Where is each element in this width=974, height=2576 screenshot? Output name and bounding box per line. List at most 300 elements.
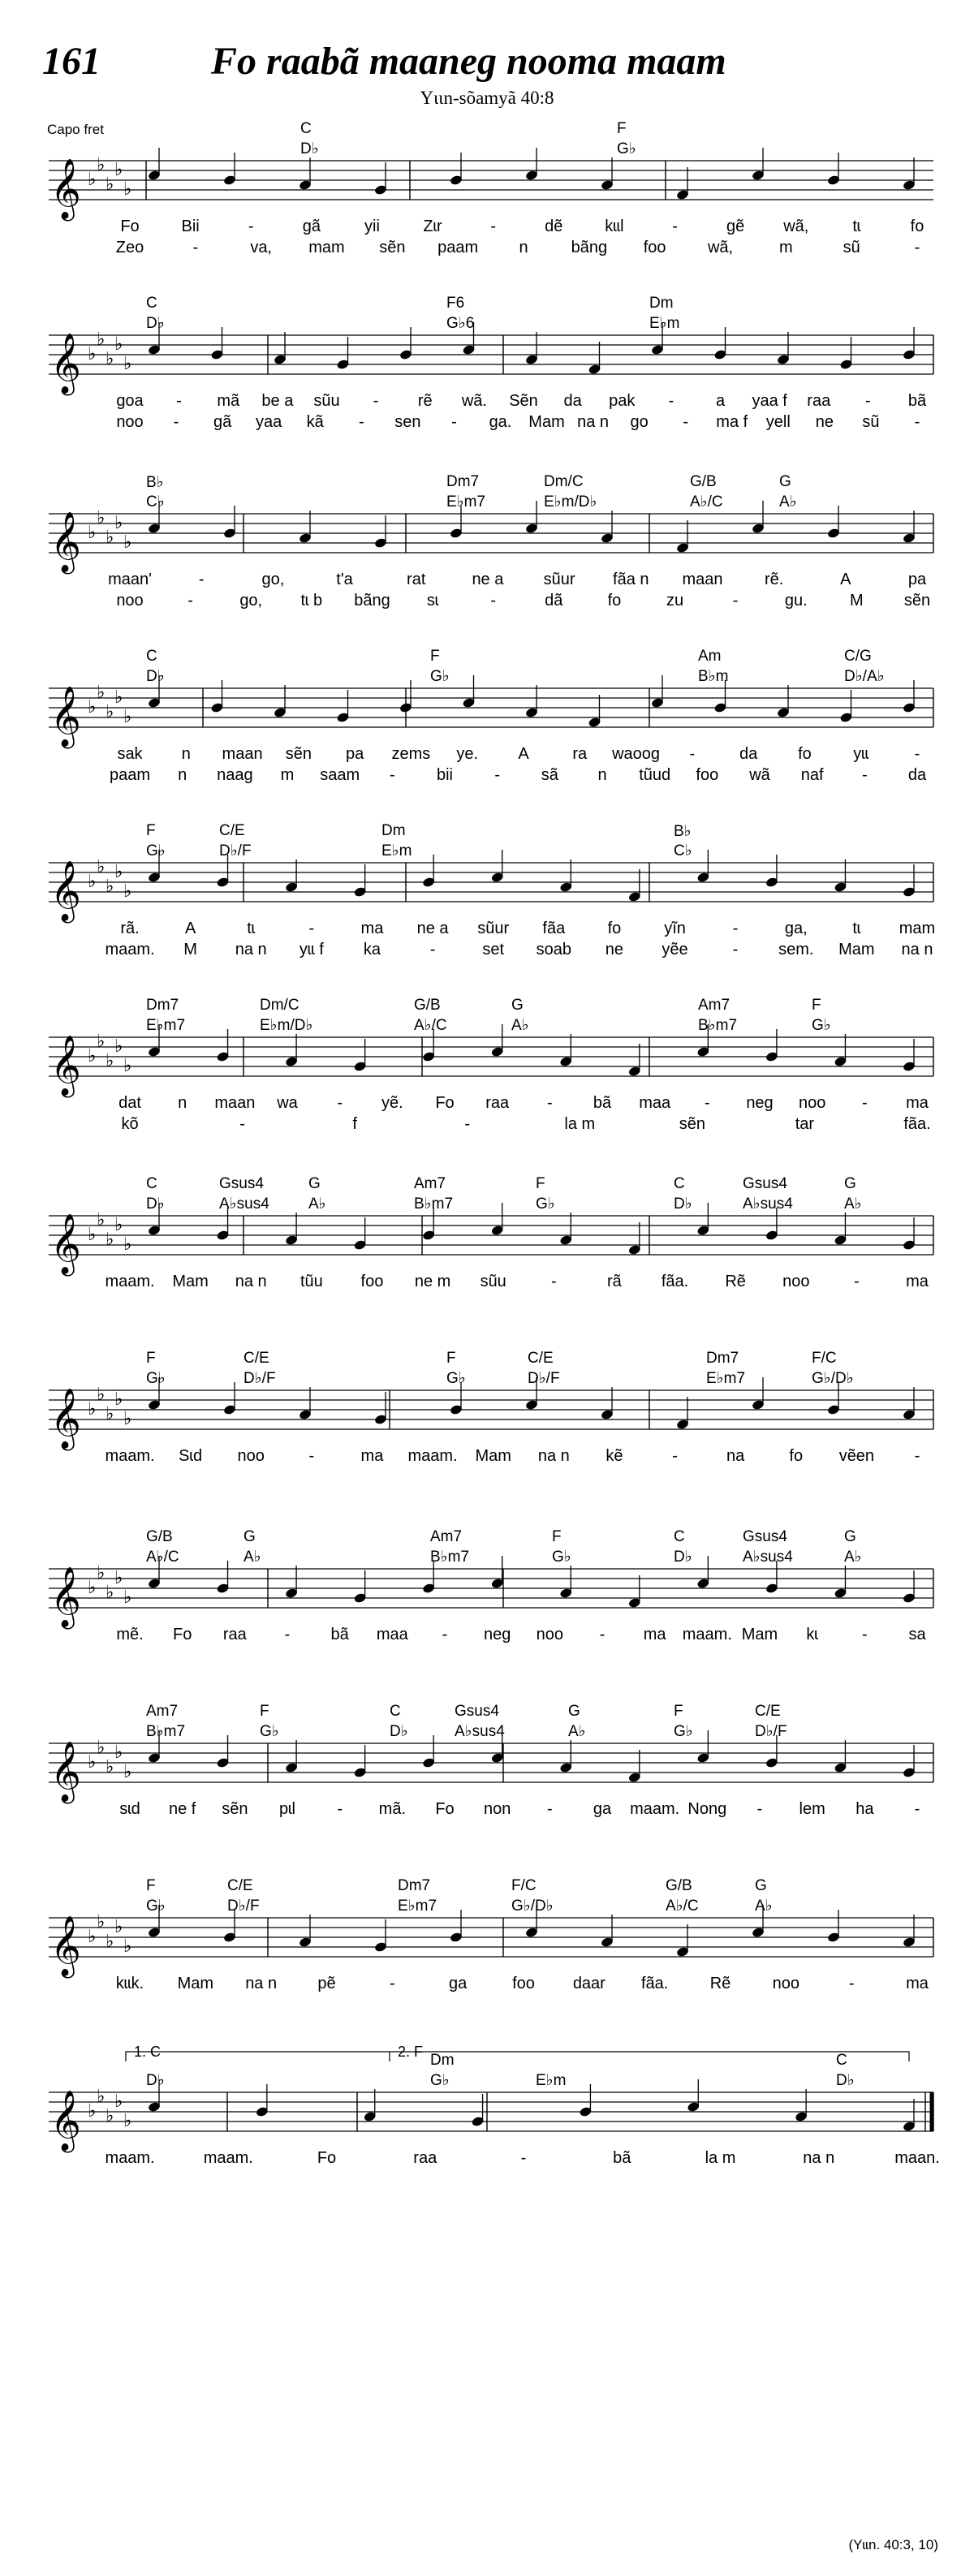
lyric-syllable: sɩd [119,1800,140,1818]
lyric-syllable: sũ [862,413,880,431]
lyric-syllable: n [178,1094,187,1112]
flat-icon: ♭ [88,1927,97,1947]
chord-symbol: G♭ [617,140,636,157]
chord-symbol: G [779,473,791,490]
chord-symbol: D♭ [674,1549,692,1566]
chord-symbol: C [300,120,312,137]
lyric-syllable: va, [250,239,272,256]
treble-clef-icon: 𝄞 [50,861,81,921]
lyric-syllable: n [178,766,187,784]
chord-symbol: Am7 [698,997,730,1014]
lyric-syllable: tɩ [852,218,861,235]
chord-symbol: G♭ [430,668,450,685]
lyric-syllable: raa [485,1094,510,1112]
treble-clef-icon: 𝄞 [50,1742,81,1802]
chord-symbol: C/E [244,1350,269,1367]
chord-symbol: F/C [511,1877,537,1894]
staff [0,990,974,1152]
flat-icon: ♭ [88,170,97,190]
flat-icon: ♭ [123,354,132,374]
lyric-syllable: fo [798,745,812,763]
lyric-syllable: tɩ [247,920,256,937]
lyric-syllable: - [239,1115,245,1133]
lyric-syllable: - [689,745,696,763]
lyric-syllable: na n [901,941,933,958]
lyric-syllable: pa [907,571,927,588]
chord-symbol: G [844,1175,856,1192]
chord-symbol: E♭m [381,842,412,859]
chord-symbol: G♭ [146,842,166,859]
lyric-syllable: Fo [172,1626,192,1643]
lyric-syllable: - [668,392,674,410]
lyric-syllable: kẽ [606,1447,623,1465]
lyric-syllable: foo [643,239,666,256]
lyric-syllable: Fo [435,1094,455,1112]
lyric-syllable: daar [572,1975,606,1992]
lyric-syllable: noo [116,592,144,610]
lyric-syllable: ne [605,941,624,958]
lyric-syllable: dã [545,592,563,610]
lyric-syllable: naag [217,766,253,784]
lyric-syllable: - [176,392,182,410]
flat-icon: ♭ [88,523,97,543]
lyric-syllable: raa [222,1626,247,1643]
staff [0,1871,974,2033]
lyric-syllable: - [672,218,678,235]
lyric-syllable: maam. [105,1447,155,1465]
flat-icon: ♭ [97,1385,106,1405]
chord-symbol: A♭ [779,493,797,510]
chord-symbol: A♭sus4 [743,1549,793,1566]
flat-icon: ♭ [97,1912,106,1932]
chord-symbol: A♭ [511,1017,529,1034]
lyric-syllable: fãa n [613,571,649,588]
lyric-syllable: - [389,1975,395,1992]
chord-symbol: E♭m7 [706,1370,746,1387]
chord-symbol: F [146,822,156,839]
lyric-syllable: maam. [105,1273,155,1290]
chord-symbol: G♭/D♭ [812,1370,854,1387]
lyric-syllable: A [518,745,529,763]
lyric-syllable: waoog [612,745,661,763]
lyric-syllable: na n [245,1975,278,1992]
lyric-syllable: ma [906,1975,929,1992]
treble-clef-icon: 𝄞 [50,1214,81,1274]
lyric-syllable: - [520,2149,527,2167]
lyric-syllable: go, [239,592,263,610]
chord-symbol: A♭ [844,1195,862,1213]
lyric-syllable: ne m [414,1273,451,1290]
flat-icon: ♭ [123,1409,132,1429]
lyric-syllable: bã [907,392,927,410]
lyric-syllable: - [429,941,436,958]
lyric-syllable: fãa. [661,1273,689,1290]
lyric-syllable: - [337,1094,343,1112]
scripture-reference: Yɩɩn-sõamyã 40:8 [420,88,554,108]
lyric-syllable: ne [815,413,834,431]
flat-icon: ♭ [88,872,97,892]
lyric-syllable: - [599,1626,606,1643]
chord-symbol: Am7 [146,1703,179,1720]
lyric-syllable: yaa [256,413,282,431]
lyric-syllable: - [732,920,739,937]
chord-symbol: A♭sus4 [455,1723,505,1740]
lyric-syllable: sem. [778,941,814,958]
lyric-syllable: fãa. [903,1115,931,1133]
lyric-syllable: na [726,1447,745,1465]
lyric-syllable: kɩ [806,1626,818,1643]
chord-symbol: D♭ [146,2072,165,2089]
flat-icon: ♭ [123,881,132,902]
lyric-syllable: - [490,592,497,610]
lyric-syllable: - [914,413,920,431]
lyric-syllable: tɩ [852,920,861,937]
flat-icon: ♭ [114,334,123,355]
flat-icon: ♭ [97,1210,106,1230]
chord-symbol: D♭ [146,1195,165,1213]
flat-icon: ♭ [88,1752,97,1773]
lyric-syllable: neg [483,1626,511,1643]
chord-symbol: G [244,1528,256,1545]
chord-symbol: G [511,997,524,1014]
lyric-syllable: - [914,745,920,763]
lyric-syllable: ha [855,1800,874,1818]
lyric-syllable: Mam [177,1975,214,1992]
lyric-syllable: ga [449,1975,468,1992]
lyric-syllable: Nong [687,1800,727,1818]
chord-symbol: F [617,120,627,137]
flat-icon: ♭ [97,508,106,528]
chord-symbol: A♭/C [414,1017,447,1034]
lyric-syllable: fãa [542,920,566,937]
lyric-syllable: tũud [639,766,671,784]
chord-symbol: F [146,1877,156,1894]
treble-clef-icon: 𝄞 [50,334,81,394]
chord-symbol: A♭/C [666,1898,699,1915]
music-system [0,990,974,1152]
flat-icon: ♭ [106,1404,114,1424]
lyric-syllable: mã. [378,1800,406,1818]
lyric-syllable: noo [536,1626,564,1643]
chord-symbol: Dm/C [544,473,584,490]
chord-symbol: C [674,1175,685,1192]
lyric-syllable: bã [613,2149,631,2167]
lyric-syllable: la m [564,1115,596,1133]
chord-symbol: A♭/C [146,1549,179,1566]
chord-symbol: Am7 [414,1175,446,1192]
lyric-syllable: Fo [317,2149,337,2167]
flat-icon: ♭ [123,532,132,553]
chord-symbol: D♭ [146,668,165,685]
flat-icon: ♭ [88,1225,97,1245]
lyric-syllable: ne a [416,920,449,937]
lyric-syllable: fo [607,920,622,937]
lyric-syllable: sak [117,745,143,763]
flat-icon: ♭ [114,2091,123,2112]
lyric-syllable: fo [789,1447,804,1465]
lyric-syllable: yii [364,218,380,235]
chord-symbol: E♭m/D♭ [544,493,597,510]
lyric-syllable: ga, [784,920,808,937]
flat-icon: ♭ [123,707,132,727]
lyric-syllable: maam. [203,2149,253,2167]
lyric-syllable: bãng [354,592,390,610]
flat-icon: ♭ [97,155,106,175]
chord-symbol: B♭m7 [698,1017,738,1034]
flat-icon: ♭ [123,1056,132,1076]
flat-icon: ♭ [106,1230,114,1250]
lyric-syllable: m [280,766,295,784]
lyric-syllable: rã. [120,920,140,937]
staff [0,1343,974,1506]
lyric-syllable: maan [222,745,263,763]
chord-symbol: Am [698,648,722,665]
lyric-syllable: tũu [300,1273,323,1290]
flat-icon: ♭ [106,349,114,369]
lyric-syllable: Rẽ [709,1975,731,1992]
lyric-syllable: maam. [630,1800,680,1818]
lyric-syllable: Mam [475,1447,511,1465]
lyric-syllable: Zeo [115,239,144,256]
lyric-syllable: - [442,1626,448,1643]
chord-symbol: C/G [844,648,872,665]
lyric-syllable: - [861,1094,868,1112]
flat-icon: ♭ [106,1051,114,1071]
lyric-syllable: wã, [707,239,734,256]
flat-icon: ♭ [97,857,106,877]
music-system [0,288,974,450]
lyric-syllable: - [672,1447,678,1465]
lyric-syllable: tar [795,1115,815,1133]
lyric-syllable: na n [803,2149,835,2167]
lyric-syllable: ga. [489,413,512,431]
chord-symbol: G♭ [146,1898,166,1915]
chord-symbol: D♭/F [227,1898,260,1915]
lyric-syllable: be a [261,392,294,410]
lyric-syllable: maan [682,571,723,588]
chord-symbol: C [390,1703,401,1720]
lyric-syllable: goa [116,392,144,410]
treble-clef-icon: 𝄞 [50,2091,81,2151]
lyric-syllable: zems [391,745,431,763]
lyric-syllable: - [187,592,193,610]
flat-icon: ♭ [88,344,97,364]
chord-symbol: B♭ [674,823,692,840]
chord-symbol: G/B [146,1528,173,1545]
chord-symbol: B♭m7 [414,1195,454,1213]
chord-symbol: G♭ [552,1549,571,1566]
chord-symbol: A♭ [308,1195,326,1213]
treble-clef-icon: 𝄞 [50,687,81,747]
lyric-syllable: - [848,1975,855,1992]
lyric-syllable: sũur [477,920,510,937]
chord-symbol: G [755,1877,767,1894]
flat-icon: ♭ [114,862,123,882]
chord-symbol: A♭ [755,1898,773,1915]
chord-symbol: C/E [755,1703,781,1720]
lyric-syllable: fo [607,592,622,610]
chord-symbol: D♭/F [528,1370,560,1387]
flat-icon: ♭ [106,702,114,722]
treble-clef-icon: 𝄞 [50,1036,81,1096]
volta-1-label: 1. C [134,2044,162,2060]
lyric-syllable: gã [302,218,321,235]
lyric-syllable: foo [360,1273,384,1290]
flat-icon: ♭ [97,1032,106,1052]
lyric-syllable: - [914,239,920,256]
chord-symbol: F [430,648,440,665]
volta-2-label: 2. F [398,2044,424,2060]
music-system [0,641,974,803]
footer-reference: (Yɩɩn. 40:3, 10) [848,2537,938,2552]
chord-symbol: D♭/A♭ [844,668,885,685]
lyric-syllable: mã [217,392,240,410]
lyric-syllable: Mam [528,413,565,431]
chord-symbol: D♭ [674,1195,692,1213]
lyric-syllable: Zɩr [423,218,442,235]
lyric-syllable: Sẽn [509,392,538,410]
lyric-syllable: fãa. [640,1975,669,1992]
treble-clef-icon: 𝄞 [50,512,81,572]
chord-symbol: Dm [430,2052,455,2069]
chord-symbol: F [536,1175,545,1192]
lyric-syllable: noo [237,1447,265,1465]
lyric-syllable: wã [749,766,770,784]
lyric-syllable: Rẽ [725,1273,746,1290]
flat-icon: ♭ [123,2111,132,2131]
lyric-syllable: - [550,1273,557,1290]
lyric-syllable: - [756,1800,763,1818]
lyric-syllable: - [914,1800,920,1818]
staff [0,114,974,276]
lyric-syllable: yell [765,413,791,431]
flat-icon: ♭ [106,2106,114,2126]
treble-clef-icon: 𝄞 [50,1916,81,1976]
lyric-syllable: - [861,1626,868,1643]
staff [0,1696,974,1859]
lyric-syllable: A [840,571,851,588]
lyric-syllable: sũur [543,571,575,588]
flat-icon: ♭ [106,1757,114,1777]
lyric-syllable: bã [593,1094,612,1112]
lyric-syllable: pɩl [278,1800,296,1818]
lyric-syllable: - [490,218,497,235]
chord-symbol: D♭ [836,2072,855,2089]
lyric-syllable: foo [512,1975,535,1992]
flat-icon: ♭ [97,330,106,350]
lyric-syllable: yĩn [664,920,686,937]
lyric-syllable: n [597,766,607,784]
lyric-syllable: sẽn [222,1800,248,1818]
lyric-syllable: - [546,1094,553,1112]
chord-symbol: E♭m [536,2072,567,2089]
lyric-syllable: noo [772,1975,800,1992]
lyric-syllable: rẽ [417,392,433,410]
chord-symbol: G♭ [536,1195,555,1213]
chord-symbol: D♭/F [219,842,252,859]
lyric-syllable: - [284,1626,291,1643]
lyric-syllable: sã [541,766,558,784]
chord-symbol: Dm [649,295,674,312]
lyric-syllable: a [715,392,726,410]
lyric-syllable: gẽ [726,218,745,235]
treble-clef-icon: 𝄞 [50,1389,81,1449]
lyric-syllable: mẽ. [116,1626,144,1643]
lyric-syllable: - [861,766,868,784]
lyric-syllable: noo [798,1094,826,1112]
treble-clef-icon: 𝄞 [50,159,81,219]
music-system [0,1522,974,1684]
lyric-syllable: fo [910,218,924,235]
lyric-syllable: noo [782,1273,810,1290]
flat-icon: ♭ [114,1742,123,1763]
lyric-syllable: da [907,766,927,784]
lyric-syllable: kã [306,413,324,431]
lyric-syllable: yɩɩ f [299,941,324,958]
chord-symbol: A♭sus4 [743,1195,793,1213]
lyric-syllable: soab [536,941,571,958]
lyric-syllable: foo [696,766,719,784]
flat-icon: ♭ [106,528,114,548]
lyric-syllable: - [704,1094,710,1112]
lyric-syllable: - [198,571,205,588]
lyric-syllable: n [519,239,528,256]
lyric-syllable: mam [899,920,936,937]
lyric-syllable: ga [593,1800,612,1818]
flat-icon: ♭ [123,1762,132,1782]
lyric-syllable: maa [639,1094,671,1112]
hymn-title: Fo raabã maaneg nooma maam [211,40,726,83]
staff [0,1169,974,1331]
lyric-syllable: sa [908,1626,926,1643]
chord-symbol: F [446,1350,456,1367]
lyric-syllable: ma [906,1094,929,1112]
chord-symbol: Dm7 [398,1877,431,1894]
chord-symbol: G♭ [812,1017,831,1034]
chord-symbol: G [308,1175,321,1192]
flat-icon: ♭ [114,160,123,180]
flat-icon: ♭ [88,697,97,717]
chord-symbol: G/B [414,997,441,1014]
chord-symbol: C/E [528,1350,554,1367]
lyric-syllable: wa [277,1094,298,1112]
flat-icon: ♭ [106,174,114,195]
staff [0,1522,974,1684]
lyric-syllable: dat [119,1094,141,1112]
lyric-syllable: - [173,413,179,431]
lyric-syllable: maa [376,1626,408,1643]
flat-icon: ♭ [123,1936,132,1957]
chord-symbol: Gsus4 [743,1175,787,1192]
lyric-syllable: kõ [121,1115,139,1133]
chord-symbol: G [844,1528,856,1545]
lyric-syllable: saam [320,766,360,784]
lyric-syllable: ma f [716,413,748,431]
lyric-syllable: sẽn [679,1115,705,1133]
chord-symbol: Dm7 [146,997,179,1014]
flat-icon: ♭ [123,1234,132,1255]
lyric-syllable: - [337,1800,343,1818]
lyric-syllable: rã [607,1273,622,1290]
chord-symbol: Am7 [430,1528,463,1545]
flat-icon: ♭ [88,2101,97,2122]
lyric-syllable: rat [407,571,426,588]
lyric-syllable: maam. [682,1626,732,1643]
chord-symbol: G♭ [674,1723,693,1740]
lyric-syllable: sũu [480,1273,506,1290]
chord-symbol: D♭ [390,1723,408,1740]
lyric-syllable: - [494,766,500,784]
